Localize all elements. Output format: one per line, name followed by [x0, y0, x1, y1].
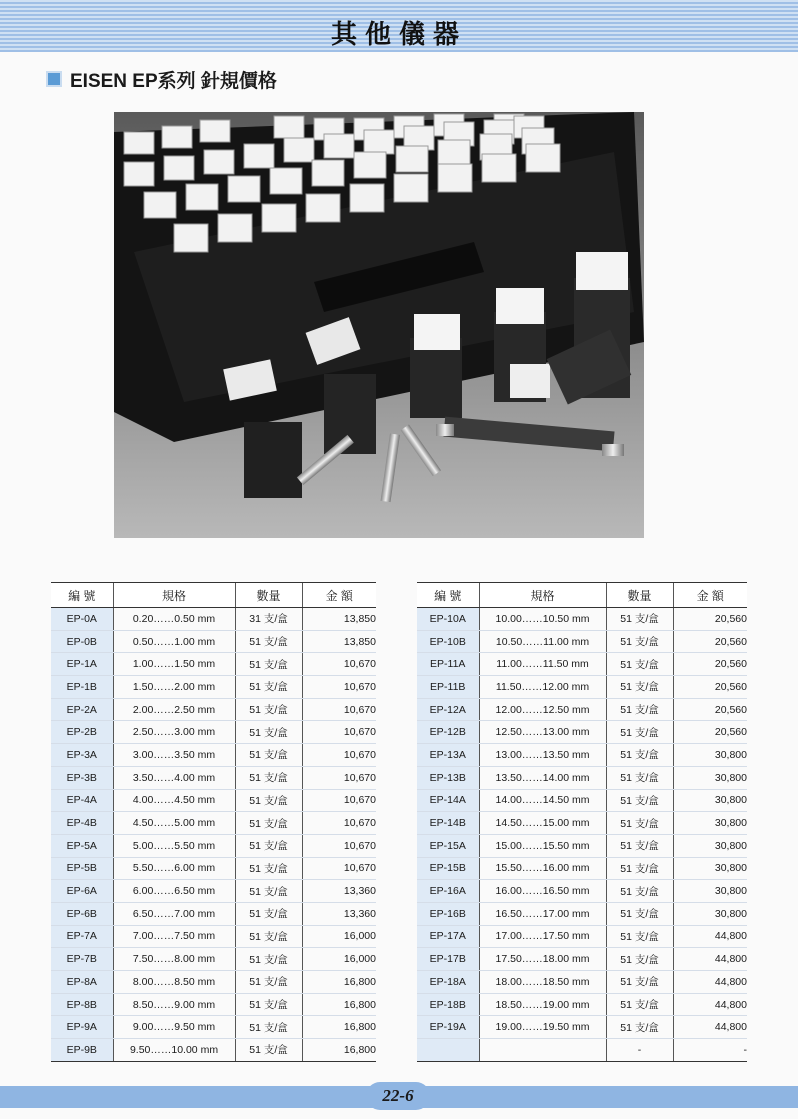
cell-spec: 17.50……18.00 mm [479, 948, 606, 971]
cell-spec: 6.00……6.50 mm [113, 880, 235, 903]
cell-price: 10,670 [302, 698, 376, 721]
cell-code: EP-15A [417, 834, 479, 857]
cell-price: 16,800 [302, 993, 376, 1016]
cell-price: 16,800 [302, 971, 376, 994]
cell-price: 10,670 [302, 721, 376, 744]
cell-spec: 7.00……7.50 mm [113, 925, 235, 948]
table-row [51, 971, 376, 994]
cell-spec: 11.00……11.50 mm [479, 653, 606, 676]
header-price: 金 額 [673, 583, 747, 608]
cell-quantity: 51 支/盒 [235, 812, 302, 835]
cell-spec: 15.50……16.00 mm [479, 857, 606, 880]
cell-price: 10,670 [302, 834, 376, 857]
cell-price: 10,670 [302, 676, 376, 699]
cell-quantity: - [606, 1039, 673, 1062]
table-row [51, 698, 376, 721]
table-row [51, 744, 376, 767]
cell-quantity: 51 支/盒 [606, 812, 673, 835]
table-row [417, 880, 747, 903]
cell-spec: 9.50……10.00 mm [113, 1039, 235, 1062]
table-row [417, 993, 747, 1016]
cell-price: 44,800 [673, 948, 747, 971]
cell-code: EP-17A [417, 925, 479, 948]
cell-quantity: 51 支/盒 [606, 902, 673, 925]
cell-quantity: 51 支/盒 [606, 948, 673, 971]
cell-quantity: 51 支/盒 [606, 608, 673, 631]
cell-code: EP-14A [417, 789, 479, 812]
cell-price: 16,000 [302, 925, 376, 948]
cell-price: 10,670 [302, 812, 376, 835]
cell-price: 13,360 [302, 902, 376, 925]
cell-spec: 2.50……3.00 mm [113, 721, 235, 744]
square-bullet-icon [46, 71, 62, 87]
cell-quantity: 51 支/盒 [235, 698, 302, 721]
cell-price: 10,670 [302, 744, 376, 767]
table-row [417, 676, 747, 699]
cell-code: EP-16B [417, 902, 479, 925]
cell-spec: 16.00……16.50 mm [479, 880, 606, 903]
cell-spec: 14.50……15.00 mm [479, 812, 606, 835]
table-row [51, 948, 376, 971]
table-row [51, 721, 376, 744]
cell-price: 10,670 [302, 789, 376, 812]
cell-price: 16,800 [302, 1039, 376, 1062]
cell-quantity: 51 支/盒 [606, 789, 673, 812]
page-number: 22-6 [366, 1082, 430, 1110]
cell-code: EP-9A [51, 1016, 113, 1039]
cell-code: EP-19A [417, 1016, 479, 1039]
cell-price: 10,670 [302, 653, 376, 676]
cell-spec: 19.00……19.50 mm [479, 1016, 606, 1039]
cell-spec: 14.00……14.50 mm [479, 789, 606, 812]
table-row [51, 789, 376, 812]
cell-code: EP-12B [417, 721, 479, 744]
cell-price: 20,560 [673, 698, 747, 721]
cell-quantity: 51 支/盒 [606, 834, 673, 857]
table-row [51, 880, 376, 903]
cell-price: 44,800 [673, 993, 747, 1016]
table-row [51, 993, 376, 1016]
cell-code: EP-1A [51, 653, 113, 676]
section-title: EISEN EP系列 針規價格 [70, 70, 277, 92]
cell-code: EP-1B [51, 676, 113, 699]
cell-code: EP-13A [417, 744, 479, 767]
table-row [417, 971, 747, 994]
cell-price: 30,800 [673, 834, 747, 857]
cell-price: 20,560 [673, 653, 747, 676]
table-row [417, 766, 747, 789]
cell-price: 10,670 [302, 766, 376, 789]
cell-code: EP-12A [417, 698, 479, 721]
cell-quantity: 51 支/盒 [606, 925, 673, 948]
cell-code: EP-4B [51, 812, 113, 835]
cell-quantity: 51 支/盒 [606, 676, 673, 699]
cell-price: 20,560 [673, 676, 747, 699]
cell-spec: 4.50……5.00 mm [113, 812, 235, 835]
cell-code: EP-8B [51, 993, 113, 1016]
cell-quantity: 51 支/盒 [606, 744, 673, 767]
header-price: 金 額 [302, 583, 376, 608]
header-spec: 規格 [479, 583, 606, 608]
cell-price: 44,800 [673, 925, 747, 948]
cell-quantity: 51 支/盒 [606, 993, 673, 1016]
cell-code: EP-6A [51, 880, 113, 903]
cell-price: 30,800 [673, 812, 747, 835]
cell-quantity: 51 支/盒 [606, 698, 673, 721]
cell-spec: 12.00……12.50 mm [479, 698, 606, 721]
table-row [417, 925, 747, 948]
cell-code [417, 1039, 479, 1062]
table-row [417, 721, 747, 744]
cell-price: 30,800 [673, 744, 747, 767]
cell-price: 10,670 [302, 857, 376, 880]
cell-code: EP-3A [51, 744, 113, 767]
table-row [417, 812, 747, 835]
table-row [51, 1016, 376, 1039]
table-row [417, 744, 747, 767]
cell-spec: 16.50……17.00 mm [479, 902, 606, 925]
table-body [417, 608, 747, 1062]
cell-price: 44,800 [673, 1016, 747, 1039]
section-heading [46, 66, 277, 92]
cell-spec: 10.50……11.00 mm [479, 630, 606, 653]
cell-quantity: 51 支/盒 [235, 789, 302, 812]
cell-spec: 5.00……5.50 mm [113, 834, 235, 857]
cell-code: EP-13B [417, 766, 479, 789]
cell-code: EP-4A [51, 789, 113, 812]
cell-spec: 17.00……17.50 mm [479, 925, 606, 948]
cell-price: 20,560 [673, 608, 747, 631]
cell-quantity: 51 支/盒 [235, 676, 302, 699]
table-row [417, 608, 747, 631]
cell-price: 13,850 [302, 608, 376, 631]
table-body [51, 608, 376, 1062]
cell-price: 30,800 [673, 766, 747, 789]
cell-spec: 13.50……14.00 mm [479, 766, 606, 789]
header-code: 編 號 [51, 583, 113, 608]
table-row [417, 948, 747, 971]
cell-code: EP-5B [51, 857, 113, 880]
cell-quantity: 51 支/盒 [235, 630, 302, 653]
cell-quantity: 51 支/盒 [606, 1016, 673, 1039]
cell-code: EP-11A [417, 653, 479, 676]
cell-price: 44,800 [673, 971, 747, 994]
table-row [417, 834, 747, 857]
cell-spec: 9.00……9.50 mm [113, 1016, 235, 1039]
table-row [51, 834, 376, 857]
cell-code: EP-8A [51, 971, 113, 994]
cell-code: EP-11B [417, 676, 479, 699]
table-row [417, 902, 747, 925]
cell-code: EP-10B [417, 630, 479, 653]
table-row [51, 857, 376, 880]
pin-gauge-set-illustration [114, 112, 644, 538]
cell-quantity: 51 支/盒 [235, 857, 302, 880]
cell-price: 16,000 [302, 948, 376, 971]
cell-quantity: 51 支/盒 [235, 834, 302, 857]
cell-quantity: 51 支/盒 [606, 653, 673, 676]
cell-code: EP-5A [51, 834, 113, 857]
cell-code: EP-7B [51, 948, 113, 971]
table-row [51, 766, 376, 789]
header-spec: 規格 [113, 583, 235, 608]
cell-quantity: 51 支/盒 [606, 971, 673, 994]
header-quantity: 數量 [606, 583, 673, 608]
cell-quantity: 51 支/盒 [606, 766, 673, 789]
cell-spec: 10.00……10.50 mm [479, 608, 606, 631]
cell-price: - [673, 1039, 747, 1062]
cell-spec: 8.00……8.50 mm [113, 971, 235, 994]
cell-code: EP-14B [417, 812, 479, 835]
cell-code: EP-0A [51, 608, 113, 631]
table-row [51, 608, 376, 631]
price-table-left [51, 582, 376, 1062]
cell-spec: 18.50……19.00 mm [479, 993, 606, 1016]
cell-quantity: 51 支/盒 [235, 744, 302, 767]
cell-price: 13,360 [302, 880, 376, 903]
cell-spec: 8.50……9.00 mm [113, 993, 235, 1016]
cell-code: EP-6B [51, 902, 113, 925]
cell-quantity: 51 支/盒 [235, 993, 302, 1016]
table-row [417, 653, 747, 676]
cell-spec: 7.50……8.00 mm [113, 948, 235, 971]
cell-spec: 18.00……18.50 mm [479, 971, 606, 994]
table-row [51, 630, 376, 653]
table-row [51, 653, 376, 676]
cell-price: 20,560 [673, 721, 747, 744]
cell-code: EP-9B [51, 1039, 113, 1062]
cell-spec: 1.50……2.00 mm [113, 676, 235, 699]
cell-spec: 15.00……15.50 mm [479, 834, 606, 857]
cell-price: 30,800 [673, 789, 747, 812]
table-row [51, 925, 376, 948]
cell-quantity: 51 支/盒 [235, 766, 302, 789]
cell-quantity: 51 支/盒 [235, 880, 302, 903]
table-row [51, 812, 376, 835]
cell-quantity: 51 支/盒 [606, 721, 673, 744]
page-title: 其他儀器 [330, 20, 467, 50]
cell-quantity: 51 支/盒 [235, 721, 302, 744]
table-row [417, 857, 747, 880]
title-banner [0, 0, 798, 52]
cell-quantity: 51 支/盒 [606, 880, 673, 903]
table-row [51, 676, 376, 699]
cell-spec [479, 1039, 606, 1062]
price-table-right [417, 582, 747, 1062]
cell-spec: 0.50……1.00 mm [113, 630, 235, 653]
cell-price: 30,800 [673, 902, 747, 925]
cell-spec: 6.50……7.00 mm [113, 902, 235, 925]
cell-quantity: 51 支/盒 [235, 653, 302, 676]
cell-price: 20,560 [673, 630, 747, 653]
cell-spec: 2.00……2.50 mm [113, 698, 235, 721]
cell-code: EP-18A [417, 971, 479, 994]
cell-code: EP-10A [417, 608, 479, 631]
cell-quantity: 31 支/盒 [235, 608, 302, 631]
cell-quantity: 51 支/盒 [235, 902, 302, 925]
cell-code: EP-2B [51, 721, 113, 744]
cell-spec: 13.00……13.50 mm [479, 744, 606, 767]
table-row [417, 1039, 747, 1062]
cell-code: EP-18B [417, 993, 479, 1016]
table-row [417, 630, 747, 653]
cell-spec: 0.20……0.50 mm [113, 608, 235, 631]
cell-code: EP-3B [51, 766, 113, 789]
cell-spec: 5.50……6.00 mm [113, 857, 235, 880]
cell-code: EP-15B [417, 857, 479, 880]
table-row [417, 789, 747, 812]
cell-code: EP-7A [51, 925, 113, 948]
table-row [51, 902, 376, 925]
cell-price: 16,800 [302, 1016, 376, 1039]
cell-spec: 11.50……12.00 mm [479, 676, 606, 699]
cell-code: EP-0B [51, 630, 113, 653]
table-row [417, 1016, 747, 1039]
header-quantity: 數量 [235, 583, 302, 608]
cell-quantity: 51 支/盒 [235, 1016, 302, 1039]
cell-price: 30,800 [673, 880, 747, 903]
cell-spec: 4.00……4.50 mm [113, 789, 235, 812]
cell-price: 13,850 [302, 630, 376, 653]
cell-quantity: 51 支/盒 [606, 630, 673, 653]
cell-spec: 12.50……13.00 mm [479, 721, 606, 744]
cell-code: EP-17B [417, 948, 479, 971]
cell-quantity: 51 支/盒 [235, 948, 302, 971]
table-row [51, 1039, 376, 1062]
table-row [417, 698, 747, 721]
cell-spec: 3.00……3.50 mm [113, 744, 235, 767]
cell-price: 30,800 [673, 857, 747, 880]
cell-quantity: 51 支/盒 [606, 857, 673, 880]
product-photo [114, 112, 644, 538]
cell-quantity: 51 支/盒 [235, 925, 302, 948]
header-code: 編 號 [417, 583, 479, 608]
cell-spec: 1.00……1.50 mm [113, 653, 235, 676]
cell-code: EP-16A [417, 880, 479, 903]
cell-quantity: 51 支/盒 [235, 971, 302, 994]
cell-spec: 3.50……4.00 mm [113, 766, 235, 789]
cell-code: EP-2A [51, 698, 113, 721]
cell-quantity: 51 支/盒 [235, 1039, 302, 1062]
